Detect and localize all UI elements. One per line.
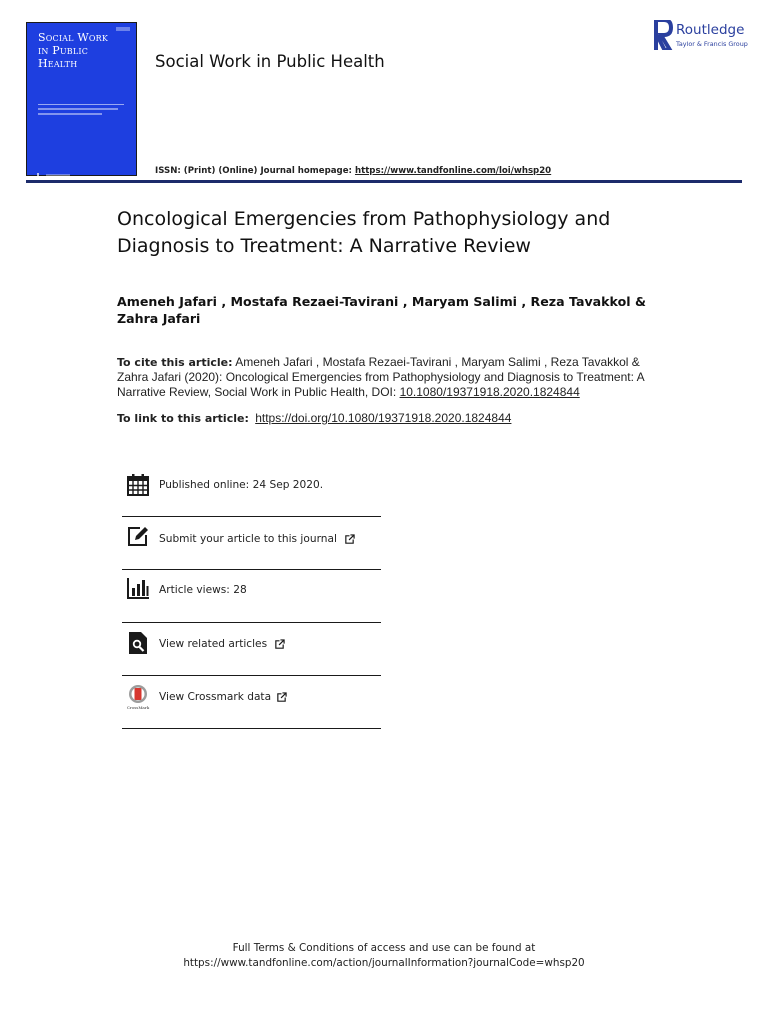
footer: [0, 941, 768, 971]
external-link-icon: [276, 692, 287, 703]
footer-terms-text: Full Terms & Conditions of access and use can be found at: [232, 942, 536, 954]
publisher-name: Routledge: [676, 22, 745, 38]
edit-icon: [126, 524, 150, 548]
crossmark-item[interactable]: [122, 678, 381, 730]
article-link-row: [117, 411, 677, 425]
divider: [122, 622, 381, 623]
article-views-item: [122, 572, 381, 624]
divider: [122, 675, 381, 676]
divider: [122, 728, 381, 729]
issn-line: [155, 166, 551, 176]
cover-title-line-1: Social Work: [38, 31, 109, 44]
cover-title-line-2: in Public: [38, 44, 89, 57]
divider: [122, 516, 381, 517]
crossmark-link[interactable]: [159, 691, 287, 703]
crossmark-icon: [126, 684, 150, 708]
external-link-icon: [344, 534, 355, 545]
journal-title: Social Work in Public Health: [155, 52, 385, 71]
journal-homepage-link[interactable]: https://www.tandfonline.com/loi/whsp20: [354, 166, 552, 176]
related-articles-link[interactable]: [159, 638, 285, 650]
cite-doi-link[interactable]: 10.1080/19371918.2020.1824844: [399, 385, 580, 399]
bar-chart-icon: [126, 576, 150, 600]
crossmark-label: View Crossmark data: [159, 691, 272, 703]
cite-label: To cite this article:: [117, 356, 233, 369]
crossmark-badge-text: CrossMark: [126, 705, 150, 710]
crossmark-logo-icon: [126, 684, 150, 704]
article-views-text: Article views: 28: [159, 584, 247, 596]
published-online-item: [122, 465, 381, 517]
cover-title-line-3: Health: [38, 57, 78, 70]
submit-article-link[interactable]: [159, 533, 355, 545]
publisher-logo: [653, 20, 753, 50]
publisher-subtitle: Taylor & Francis Group: [676, 40, 748, 48]
header-divider: [26, 180, 742, 183]
footer-terms-link[interactable]: https://www.tandfonline.com/action/journalInformation?journalCode=whsp20: [183, 957, 585, 969]
published-online-text: Published online: 24 Sep 2020.: [159, 479, 324, 491]
cover-publisher-text: [46, 174, 70, 179]
related-articles-item[interactable]: [122, 625, 381, 677]
citation-block: [117, 355, 662, 400]
calendar-icon: [126, 473, 150, 497]
cover-fine-print: [38, 113, 102, 115]
related-articles-label: View related articles: [159, 638, 268, 650]
issn-label: ISSN: (Print) (Online) Journal homepage:: [155, 166, 352, 176]
journal-cover-image: [26, 22, 137, 176]
link-label: To link to this article:: [117, 412, 249, 425]
routledge-r-icon: [653, 20, 673, 50]
article-title: Oncological Emergencies from Pathophysiology and Diagnosis to Treatment: A Narrative Review: [117, 208, 611, 257]
article-authors: Ameneh Jafari , Mostafa Rezaei-Tavirani , Maryam Salimi , Reza Tavakkol & Zahra Jafari: [117, 294, 646, 326]
cover-fine-print: [38, 108, 118, 110]
related-articles-icon: [126, 631, 150, 655]
external-link-icon: [274, 639, 285, 650]
divider: [122, 569, 381, 570]
submit-article-item[interactable]: [122, 520, 381, 572]
article-doi-link[interactable]: https://doi.org/10.1080/19371918.2020.1824844: [255, 411, 512, 425]
cite-text: Ameneh Jafari , Mostafa Rezaei-Tavirani , Maryam Salimi , Reza Tavakkol & Zahra Jafari (2020): Oncological Emergencies from Pathophysiology and Diagnosis to Treatment: A Narrative Review, Social Work in Public Health, DOI:: [117, 355, 644, 399]
cover-title: [38, 31, 133, 70]
submit-article-label: Submit your article to this journal: [159, 533, 337, 545]
cover-rule: [38, 104, 124, 105]
